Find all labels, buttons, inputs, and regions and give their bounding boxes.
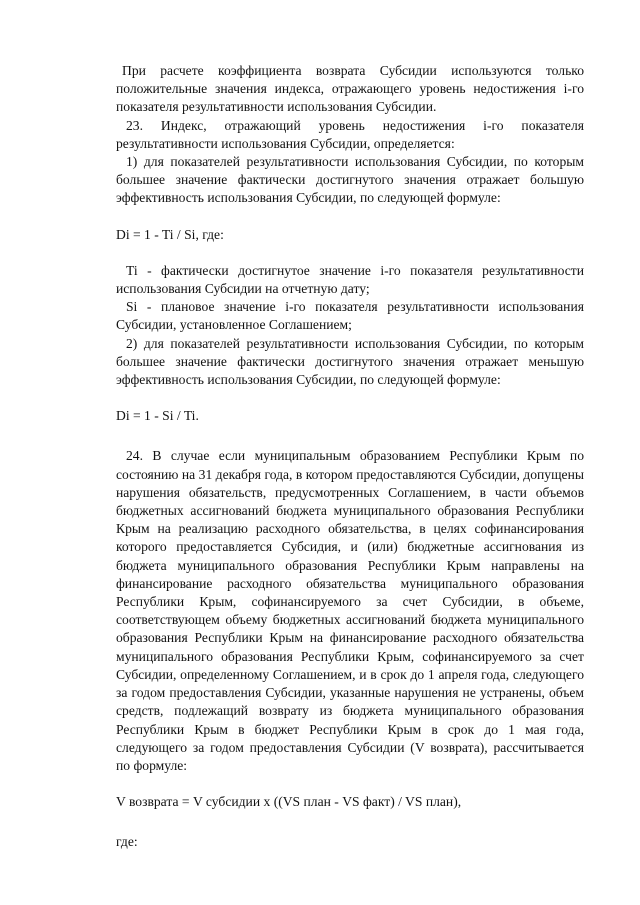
spacer [116,244,584,262]
definition-si: Si - плановое значение i-го показателя результативности использования Субсидии, установленное Соглашением; [116,299,584,333]
formula-v-return: V возврата = V субсидии x ((VS план - VS факт) / VS план), [116,794,462,810]
spacer [116,389,584,407]
definition-ti: Ti - фактически достигнутое значение i-го показателя результативности использования Субсидии на отчетную дату; [116,262,584,297]
formula-di-case-1: Di = 1 - Ti / Si, где: [116,226,224,242]
paragraph-24-return-volume: 24. В случае если муниципальным образованием Республики Крым по состоянию на 31 декабря года, в котором предоставляются Субсидии, допущены нарушения обязательств, предусмотренных Соглашением, в части объемов бюджетных ассигнований бюджета муниципального образования Республики Крым на реализацию расходного обязательства, в целях софинансирования которого предоставляется Субсидия, и (или) бюджетные ассигнования из бюджета муниципального образования Республики Крым направлены на финансирование расходного обязательства муниципального образования Республики Крым, софинансируемого за счет Субсидии, в объеме, соответствующем объему бюджетных ассигнований бюджета муниципального образования Республики Крым на финансирование расходного обязательства муниципального образования Республики Крым, софинансируемого за счет Субсидии, определенному Соглашением, и в срок до 1 апреля года, следующего за годом предоставления Субсидии, указанные нарушения не устранены, объем средств, подлежащий возврату из бюджета муниципального образования Республики Крым в бюджет Республики Крым в срок до 1 мая года, следующего за годом предоставления Субсидии (V возврата), рассчитывается по формуле: [116,448,584,773]
spacer [116,811,584,833]
spacer [116,208,584,226]
formula-di-case-2: Di = 1 - Si / Ti. [116,408,199,424]
spacer [116,775,584,793]
document-body [116,62,584,852]
spacer [116,425,584,447]
paragraph-positive-index-note: При расчете коэффициента возврата Субсидии используются только положительные значения индекса, отражающего уровень недостижения i-го показателя результативности использования Субсидии. [116,63,584,115]
paragraph-23-index-definition: 23. Индекс, отражающий уровень недостижения i-го показателя результативности использования Субсидии, определяется: [116,117,584,151]
paragraph-case-2-greater-is-worse: 2) для показателей результативности использования Субсидии, по которым большее значение фактически достигнутого значения отражает меньшую эффективность использования Субсидии, по следующей формуле: [116,335,584,388]
paragraph-case-1-greater-is-better: 1) для показателей результативности использования Субсидии, по которым большее значение фактически достигнутого значения отражает большую эффективность использования Субсидии, по следующей формуле: [116,154,584,206]
where-label: где: [116,834,138,850]
